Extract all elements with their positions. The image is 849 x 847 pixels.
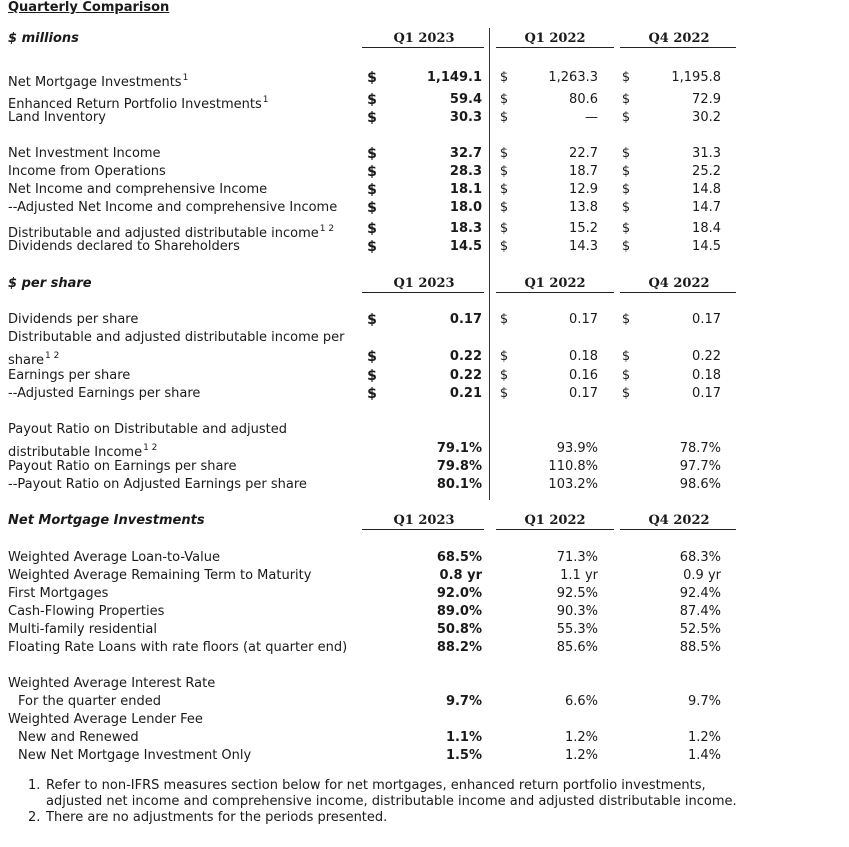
group-heading: [8, 676, 215, 692]
row-label: [18, 694, 161, 710]
value-q1-2023: 50.8%: [436, 622, 482, 637]
row-label-text: Net Mortgage Investments: [8, 75, 182, 90]
section-nmi: Net Mortgage Investments: [8, 513, 205, 528]
currency-symbol: $: [621, 386, 631, 401]
currency-symbol: $: [621, 146, 631, 161]
footnote-ref: 1 2: [319, 224, 335, 234]
value-q1-2023: 80.1%: [436, 477, 482, 492]
row-label-text: Distributable and adjusted distributable income: [8, 226, 319, 241]
row-label: [8, 239, 240, 255]
value-q1-2023: 0.22: [449, 349, 482, 364]
currency-symbol: $: [499, 182, 509, 197]
footnotes: [28, 778, 746, 826]
row-label-text: Net Investment Income: [8, 146, 161, 161]
value-q4-2022: 25.2: [692, 164, 721, 179]
value-q4-2022: 87.4%: [679, 604, 721, 619]
row-label: [8, 348, 59, 369]
value-q4-2022: 0.9 yr: [683, 568, 721, 583]
currency-symbol: $: [499, 386, 509, 401]
row-label-text: Multi-family residential: [8, 622, 157, 637]
footnote-number: 2.: [28, 810, 41, 825]
value-q4-2022: 52.5%: [679, 622, 721, 637]
value-q1-2023: 0.21: [449, 386, 482, 401]
row-label-text: Cash-Flowing Properties: [8, 604, 165, 619]
value-q1-2022: 1.2%: [564, 730, 598, 745]
value-q4-2022: 1.2%: [687, 730, 721, 745]
row-label-text: Land Inventory: [8, 110, 106, 125]
row-label: [8, 622, 157, 638]
value-q4-2022: 18.4: [692, 221, 721, 236]
currency-symbol: $: [367, 312, 377, 328]
column-divider: [489, 28, 490, 500]
col-header-q1-2023: Q1 2023: [393, 513, 455, 528]
currency-symbol: $: [367, 221, 377, 237]
currency-symbol: $: [499, 312, 509, 327]
header-rule: [496, 292, 614, 293]
currency-symbol: $: [499, 92, 509, 107]
value-q4-2022: 1,195.8: [671, 70, 721, 85]
currency-symbol: $: [621, 368, 631, 383]
value-q1-2022: 14.3: [569, 239, 598, 254]
currency-symbol: $: [367, 70, 377, 86]
value-q1-2022: 0.17: [569, 386, 598, 401]
currency-symbol: $: [367, 182, 377, 198]
row-label: [8, 386, 200, 402]
value-q1-2022: 22.7: [569, 146, 598, 161]
value-q4-2022: 14.8: [692, 182, 721, 197]
row-label: [8, 312, 138, 328]
value-q1-2022: 15.2: [569, 221, 598, 236]
row-label-text: For the quarter ended: [18, 694, 162, 709]
currency-symbol: $: [499, 200, 509, 215]
value-q4-2022: 0.22: [692, 349, 721, 364]
value-q1-2023: 9.7%: [445, 694, 482, 709]
value-q1-2023: 18.1: [449, 182, 482, 197]
value-q1-2023: 88.2%: [436, 640, 482, 655]
section-millions: $ millions: [8, 31, 79, 46]
row-label-text: Dividends per share: [8, 312, 139, 327]
value-q1-2023: 92.0%: [436, 586, 482, 601]
value-q4-2022: 88.5%: [679, 640, 721, 655]
currency-symbol: $: [621, 349, 631, 364]
row-label: [8, 70, 188, 91]
currency-symbol: $: [499, 239, 509, 254]
header-rule: [620, 47, 736, 48]
col-header-q4-2022: Q4 2022: [648, 31, 710, 46]
currency-symbol: $: [621, 221, 631, 236]
row-label-text: Weighted Average Remaining Term to Maturity: [8, 568, 312, 583]
value-q1-2022: 1.1 yr: [560, 568, 598, 583]
row-label: Payout Ratio on Distributable and adjusted: [8, 422, 287, 437]
row-label: [8, 477, 307, 493]
row-label: [8, 200, 337, 216]
row-label: [8, 640, 347, 656]
value-q1-2023: 1,149.1: [426, 70, 482, 85]
currency-symbol: $: [367, 146, 377, 162]
value-q1-2022: 71.3%: [556, 550, 598, 565]
col-header-q1-2023: Q1 2023: [393, 31, 455, 46]
value-q4-2022: 0.17: [692, 312, 721, 327]
currency-symbol: $: [621, 200, 631, 215]
value-q4-2022: 30.2: [692, 110, 721, 125]
currency-symbol: $: [499, 146, 509, 161]
footnote-text: There are no adjustments for the periods presented.: [46, 810, 388, 825]
value-q1-2023: 79.8%: [436, 459, 482, 474]
currency-symbol: $: [499, 221, 509, 236]
row-label: [8, 604, 164, 620]
row-label: [8, 110, 106, 126]
row-label: [8, 182, 267, 198]
value-q1-2022: 80.6: [569, 92, 598, 107]
value-q1-2023: 18.0: [449, 200, 482, 215]
row-label-text: Weighted Average Loan-to-Value: [8, 550, 220, 565]
row-label: [8, 146, 161, 162]
currency-symbol: $: [499, 164, 509, 179]
value-q1-2022: 103.2%: [548, 477, 598, 492]
value-q1-2022: —: [585, 110, 598, 125]
value-q1-2022: 0.17: [569, 312, 598, 327]
header-rule: [362, 292, 484, 293]
currency-symbol: $: [621, 164, 631, 179]
row-label-text: Dividends declared to Shareholders: [8, 239, 240, 254]
currency-symbol: $: [621, 70, 631, 85]
currency-symbol: $: [621, 239, 631, 254]
row-label: [8, 568, 311, 584]
value-q1-2023: 89.0%: [436, 604, 482, 619]
footnote-ref: 1 2: [45, 351, 60, 361]
col-header-q1-2023: Q1 2023: [393, 276, 455, 291]
value-q1-2022: 6.6%: [564, 694, 598, 709]
row-label-text: Weighted Average Lender Fee: [8, 712, 203, 727]
header-rule: [362, 47, 484, 48]
value-q1-2023: 0.17: [449, 312, 482, 327]
currency-symbol: $: [499, 70, 509, 85]
value-q1-2022: 1.2%: [564, 748, 598, 763]
row-label: [18, 748, 251, 764]
currency-symbol: $: [367, 164, 377, 180]
row-label-text: Weighted Average Interest Rate: [8, 676, 216, 691]
value-q1-2023: 1.1%: [445, 730, 482, 745]
footnote-ref: 1: [262, 95, 269, 105]
value-q1-2023: 79.1%: [436, 441, 482, 456]
row-label-text: Earnings per share: [8, 368, 131, 383]
value-q4-2022: 0.18: [692, 368, 721, 383]
currency-symbol: $: [367, 92, 377, 108]
row-label-text: --Adjusted Earnings per share: [8, 386, 201, 401]
value-q4-2022: 31.3: [692, 146, 721, 161]
value-q4-2022: 78.7%: [679, 441, 721, 456]
col-header-q1-2022: Q1 2022: [524, 31, 586, 46]
value-q4-2022: 68.3%: [679, 550, 721, 565]
currency-symbol: $: [367, 110, 377, 126]
group-heading: [8, 712, 203, 728]
footnote-number: 1.: [28, 778, 41, 793]
row-label-text: Payout Ratio on Earnings per share: [8, 459, 237, 474]
value-q4-2022: 97.7%: [679, 459, 721, 474]
value-q1-2022: 18.7: [569, 164, 598, 179]
value-q4-2022: 14.7: [692, 200, 721, 215]
row-label-text: Enhanced Return Portfolio Investments: [8, 97, 262, 112]
row-label-text: distributable Income: [8, 445, 143, 460]
footnote-text: Refer to non-IFRS measures section below for net mortgages, enhanced return portfolio investments, adjusted net income and comprehensive income, distributable income and adjusted distributable income.: [46, 778, 737, 809]
col-header-q4-2022: Q4 2022: [648, 276, 710, 291]
value-q1-2022: 55.3%: [556, 622, 598, 637]
footnote-ref: 1: [182, 73, 189, 83]
value-q4-2022: 0.17: [692, 386, 721, 401]
row-label-text: Income from Operations: [8, 164, 166, 179]
row-label-text: Net Income and comprehensive Income: [8, 182, 268, 197]
row-label-text: --Payout Ratio on Adjusted Earnings per share: [8, 477, 307, 492]
col-header-q4-2022: Q4 2022: [648, 513, 710, 528]
currency-symbol: $: [367, 200, 377, 216]
row-label-text: New Net Mortgage Investment Only: [18, 748, 252, 763]
row-label: [8, 586, 108, 602]
value-q4-2022: 92.4%: [679, 586, 721, 601]
value-q4-2022: 9.7%: [687, 694, 721, 709]
row-label: Distributable and adjusted distributable income per: [8, 330, 345, 345]
footnote: [28, 810, 746, 826]
row-label-text: First Mortgages: [8, 586, 109, 601]
value-q1-2022: 110.8%: [548, 459, 598, 474]
row-label: [18, 730, 139, 746]
value-q1-2022: 92.5%: [556, 586, 598, 601]
currency-symbol: $: [621, 182, 631, 197]
value-q1-2022: 13.8: [569, 200, 598, 215]
section-per-share: $ per share: [8, 276, 92, 291]
currency-symbol: $: [367, 386, 377, 402]
page-title: Quarterly Comparison: [8, 0, 170, 15]
currency-symbol: $: [499, 349, 509, 364]
footnote-ref: 1 2: [143, 443, 158, 453]
value-q1-2023: 1.5%: [445, 748, 482, 763]
value-q1-2023: 59.4: [449, 92, 482, 107]
currency-symbol: $: [499, 368, 509, 383]
row-label: [8, 440, 157, 461]
header-rule: [362, 529, 484, 530]
value-q1-2023: 0.22: [449, 368, 482, 383]
col-header-q1-2022: Q1 2022: [524, 276, 586, 291]
value-q1-2023: 32.7: [449, 146, 482, 161]
currency-symbol: $: [621, 110, 631, 125]
row-label: [8, 550, 220, 566]
value-q1-2022: 85.6%: [556, 640, 598, 655]
value-q1-2023: 68.5%: [436, 550, 482, 565]
value-q1-2022: 93.9%: [556, 441, 598, 456]
value-q4-2022: 1.4%: [687, 748, 721, 763]
header-rule: [620, 529, 736, 530]
currency-symbol: $: [621, 312, 631, 327]
row-label: [8, 368, 130, 384]
row-label-text: share: [8, 353, 45, 368]
currency-symbol: $: [367, 368, 377, 384]
currency-symbol: $: [367, 239, 377, 255]
value-q1-2022: 0.18: [569, 349, 598, 364]
value-q1-2022: 12.9: [569, 182, 598, 197]
value-q1-2022: 1,263.3: [548, 70, 598, 85]
currency-symbol: $: [499, 110, 509, 125]
currency-symbol: $: [367, 349, 377, 365]
row-label: [8, 459, 236, 475]
value-q1-2023: 0.8 yr: [439, 568, 482, 583]
col-header-q1-2022: Q1 2022: [524, 513, 586, 528]
value-q1-2023: 28.3: [449, 164, 482, 179]
header-rule: [496, 47, 614, 48]
header-rule: [620, 292, 736, 293]
row-label: [8, 164, 166, 180]
header-rule: [496, 529, 614, 530]
value-q4-2022: 14.5: [692, 239, 721, 254]
value-q1-2023: 18.3: [449, 221, 482, 236]
value-q1-2023: 14.5: [449, 239, 482, 254]
row-label-text: --Adjusted Net Income and comprehensive Income: [8, 200, 338, 215]
footnote: [28, 778, 746, 810]
value-q1-2022: 0.16: [569, 368, 598, 383]
row-label-text: Floating Rate Loans with rate floors (at quarter end): [8, 640, 348, 655]
value-q1-2023: 30.3: [449, 110, 482, 125]
value-q4-2022: 98.6%: [679, 477, 721, 492]
value-q1-2022: 90.3%: [556, 604, 598, 619]
currency-symbol: $: [621, 92, 631, 107]
value-q4-2022: 72.9: [692, 92, 721, 107]
row-label-text: New and Renewed: [18, 730, 139, 745]
